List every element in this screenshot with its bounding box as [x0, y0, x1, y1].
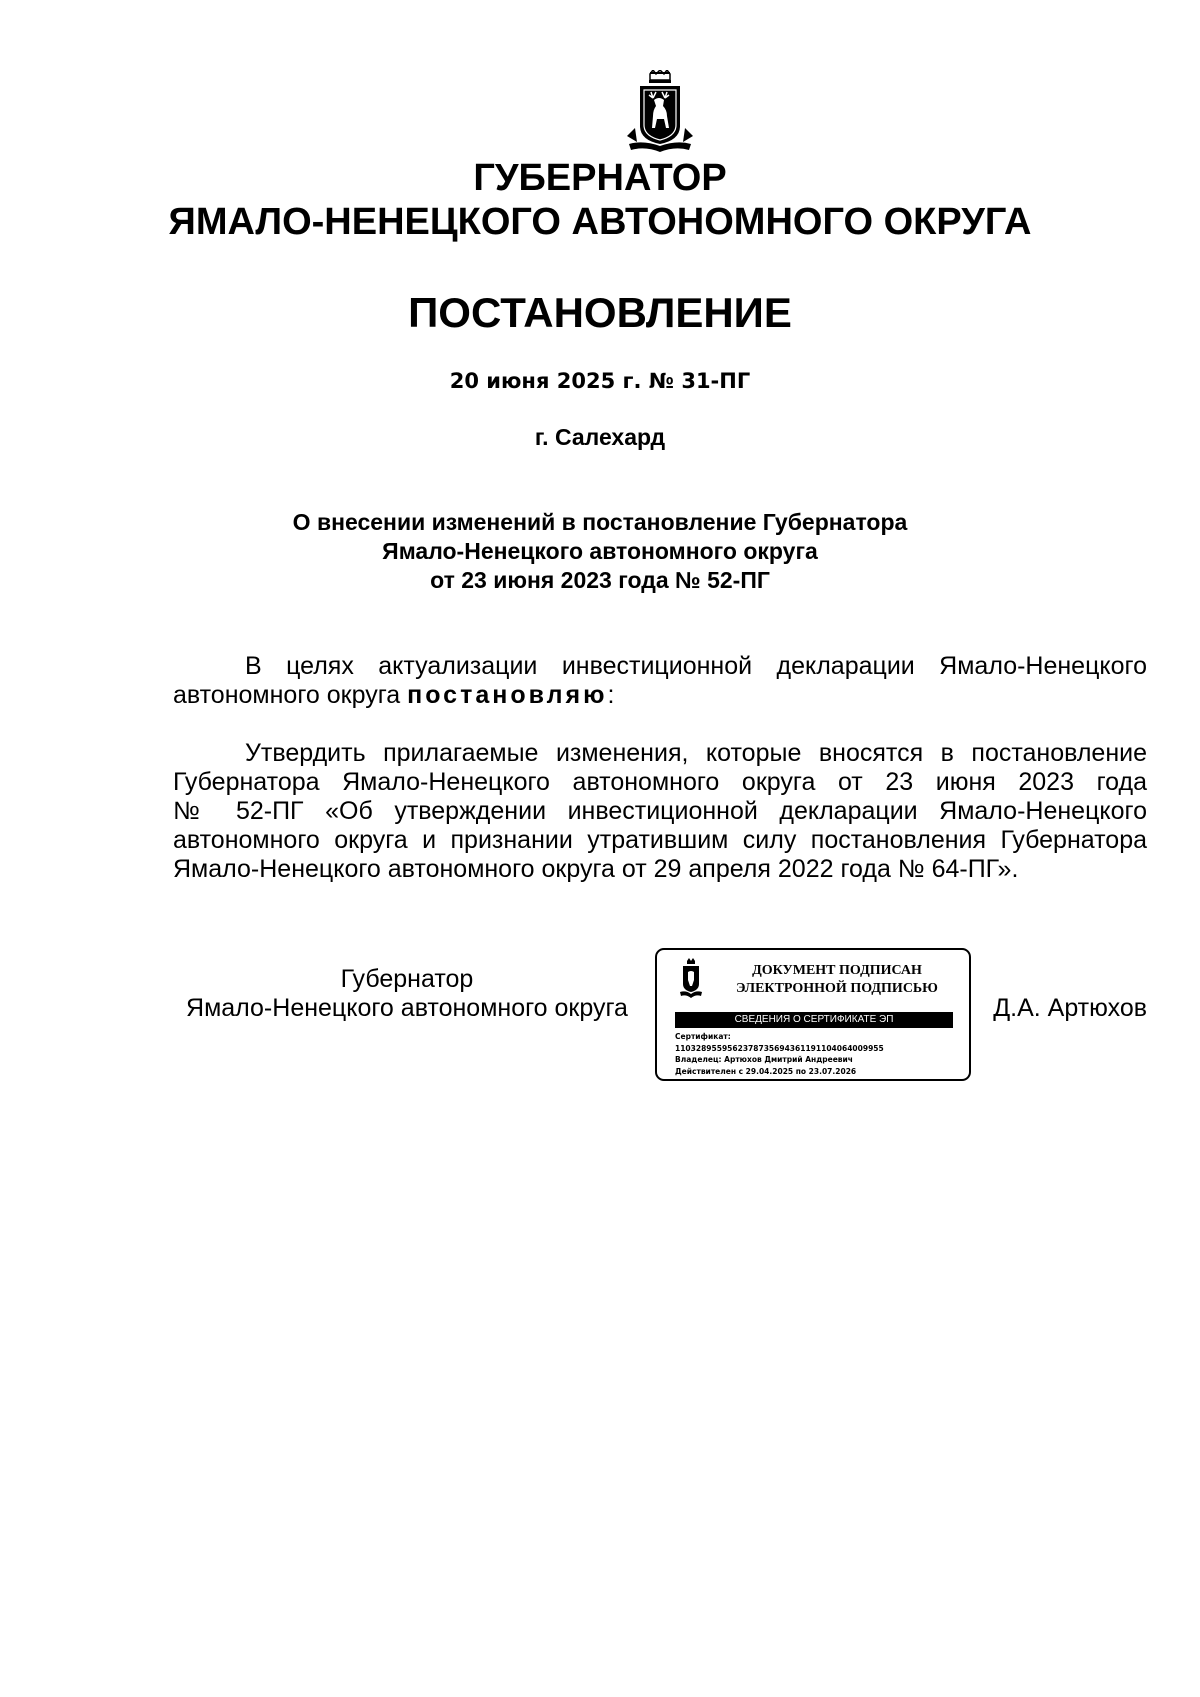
subject-line: О внесении изменений в постановление Губернатора — [292, 509, 908, 535]
issuer-region: ЯМАЛО-НЕНЕЦКОГО АВТОНОМНОГО ОКРУГА — [168, 201, 1032, 243]
signatory-position-line: Губернатор — [340, 965, 474, 993]
body-paragraph-preamble — [173, 652, 1147, 710]
paragraph-line: Утвердить прилагаемые изменения, которые вносятся в постановление — [245, 739, 1147, 767]
certificate-validity: Действителен с 29.04.2025 по 23.07.2026 — [675, 1066, 857, 1076]
certificate-info-bar: СВЕДЕНИЯ О СЕРТИФИКАТЕ ЭП — [675, 1012, 953, 1028]
body-paragraph-resolution — [173, 739, 1147, 884]
issuer-title: ГУБЕРНАТОР — [473, 157, 727, 199]
signatory-name: Д.А. Артюхов — [993, 994, 1147, 1022]
paragraph-line: автономного округа и признании утратившим силу постановления Губернатора — [173, 826, 1147, 854]
certificate-owner: Владелец: Артюхов Дмитрий Андреевич — [675, 1055, 853, 1064]
document-type: ПОСТАНОВЛЕНИЕ — [408, 289, 792, 336]
signatory-position-line: Ямало-Ненецкого автономного округа — [186, 994, 628, 1022]
paragraph-line: В целях актуализации инвестиционной декларации Ямало-Ненецкого — [245, 652, 1147, 680]
stamp-title — [717, 962, 957, 998]
stamp-title-line: ЭЛЕКТРОННОЙ ПОДПИСЬЮ — [736, 981, 938, 996]
coat-of-arms-icon — [679, 958, 703, 998]
paragraph-line — [173, 681, 1147, 710]
paragraph-text: автономного округа — [173, 681, 408, 709]
certificate-number: 1103289559562378735694361191104064009955 — [675, 1043, 884, 1053]
coat-of-arms-icon — [623, 70, 697, 156]
paragraph-line: Губернатора Ямало-Ненецкого автономного округа от 23 июня 2023 года — [173, 768, 1147, 796]
electronic-signature-stamp — [655, 948, 971, 1081]
subject-line: Ямало-Ненецкого автономного округа — [382, 538, 818, 564]
certificate-details — [675, 1031, 965, 1077]
paragraph-text: : — [607, 681, 615, 709]
decree-keyword: постановляю — [407, 681, 608, 709]
paragraph-line: Ямало-Ненецкого автономного округа от 29 апреля 2022 года № 64-ПГ». — [173, 855, 1019, 883]
stamp-title-line: ДОКУМЕНТ ПОДПИСАН — [752, 963, 922, 978]
certificate-label: Сертификат: — [675, 1032, 731, 1041]
document-city: г. Салехард — [534, 424, 666, 450]
document-date-number: 20 июня 2025 г. № 31-ПГ — [449, 369, 751, 393]
paragraph-line: № 52-ПГ «Об утверждении инвестиционной декларации Ямало-Ненецкого — [173, 797, 1147, 825]
document-subject — [0, 508, 1200, 595]
signatory-position — [172, 965, 642, 1023]
subject-line: от 23 июня 2023 года № 52-ПГ — [430, 567, 770, 593]
